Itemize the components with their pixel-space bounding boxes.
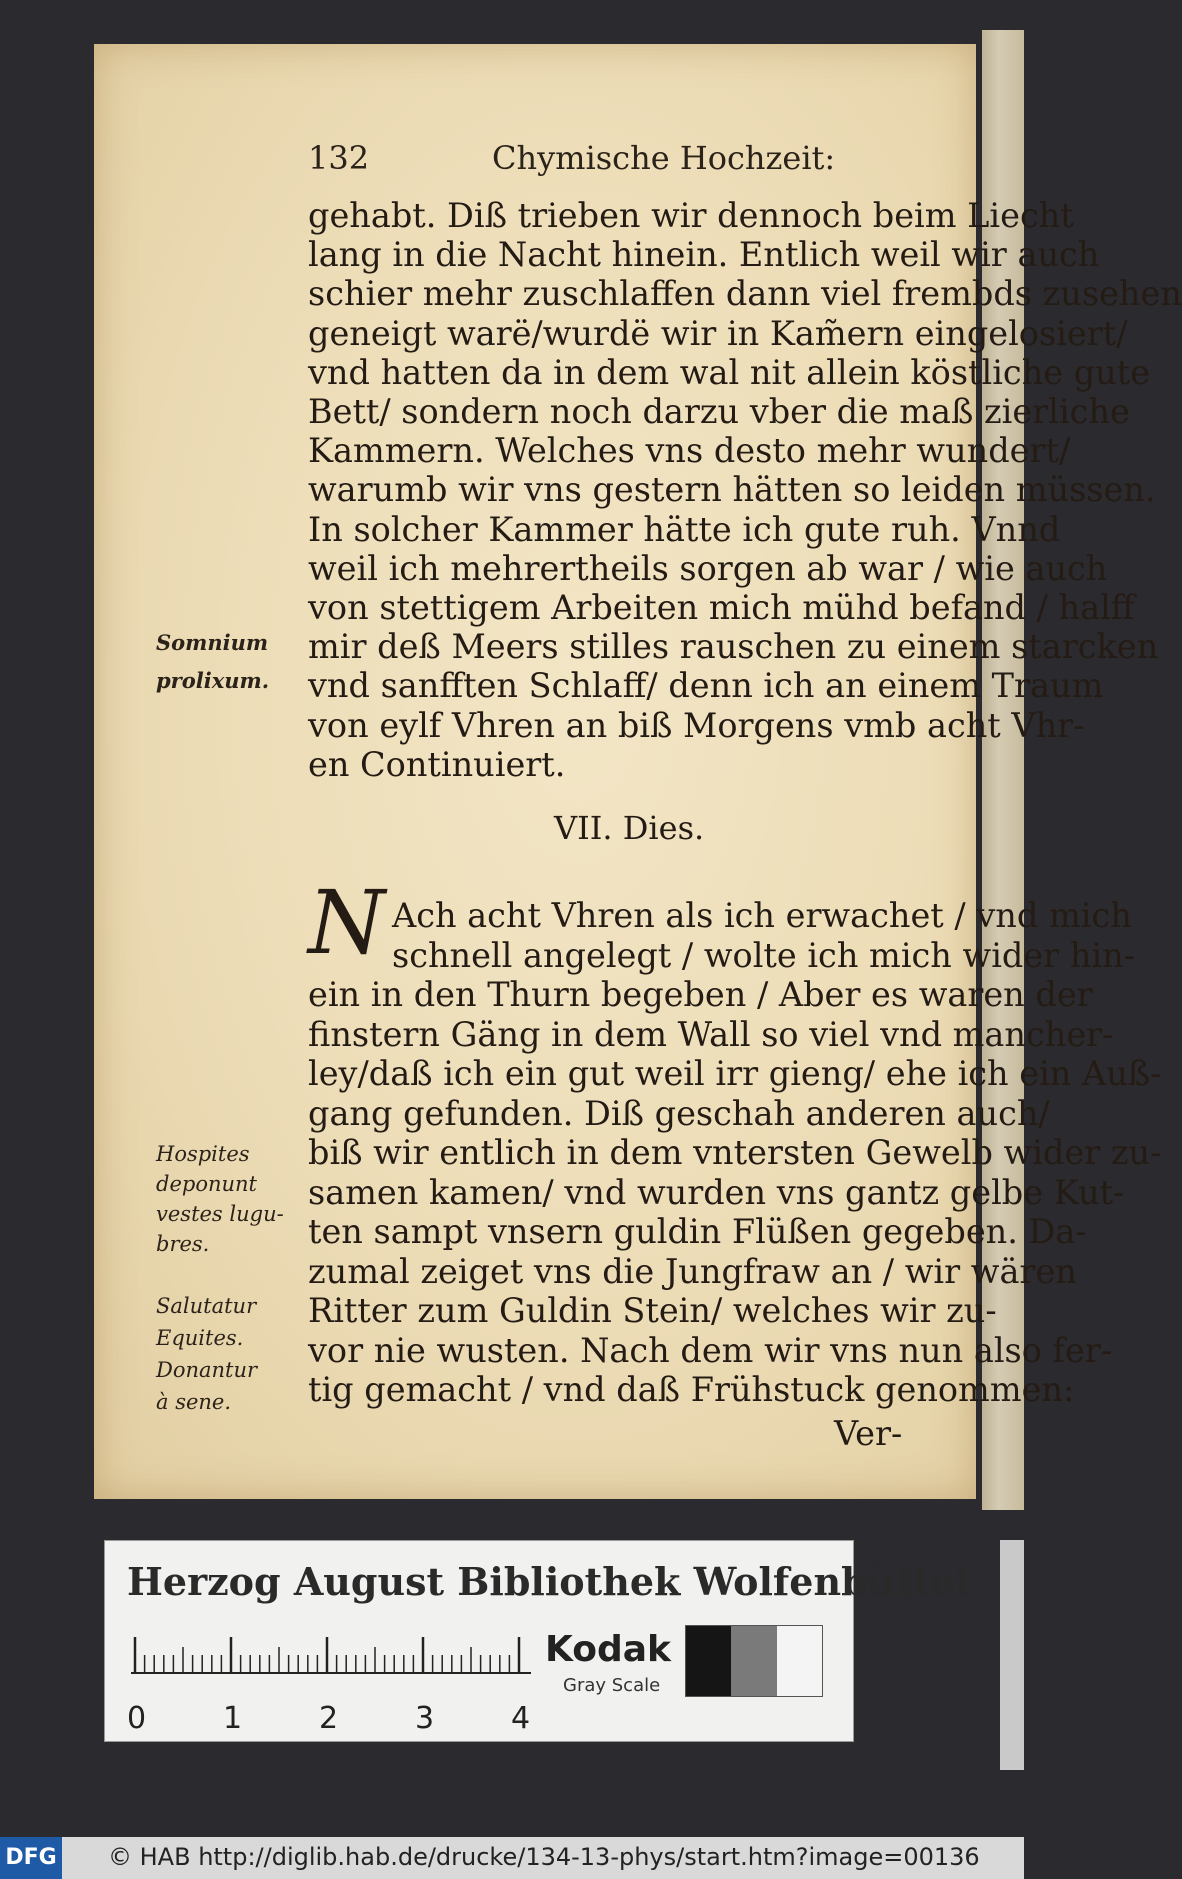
ruler-number: 0 — [127, 1701, 147, 1736]
text-line: vnd sanfften Schlaff/ denn ich an einem Traum — [308, 666, 1104, 706]
text-line: en Continuiert. — [308, 744, 566, 784]
book-page — [94, 44, 1182, 1499]
adjacent-card-edge — [1000, 1540, 1024, 1770]
text-line: ley/daß ich ein gut weil irr gieng/ ehe ich ein Auß- — [308, 1054, 1162, 1093]
gray-swatches — [685, 1625, 823, 1697]
gray-scale-label: Gray Scale — [563, 1675, 661, 1696]
drop-cap: N — [308, 871, 385, 974]
text-line: tig gemacht / vnd daß Frühstuck genommen: — [308, 1370, 1075, 1409]
text-line: vnd hatten da in dem wal nit allein köstliche gute — [308, 352, 1151, 392]
ruler-number: 3 — [415, 1701, 435, 1736]
marginal-note: Equites. — [156, 1326, 244, 1350]
ruler — [131, 1633, 531, 1693]
text-line: Ach acht Vhren als ich erwachet / vnd mich — [392, 896, 1132, 935]
text-line: warumb wir vns gestern hätten so leiden müssen. — [308, 470, 1156, 510]
ruler-number: 4 — [511, 1701, 531, 1736]
kodak-logo: Kodak — [545, 1629, 671, 1670]
marginal-note: Hospites — [156, 1142, 250, 1166]
text-line: gehabt. Diß trieben wir dennoch beim Liecht — [308, 196, 1074, 235]
marginal-note: bres. — [156, 1232, 210, 1256]
text-line: schier mehr zuschlaffen dann viel frembds zusehen — [308, 274, 1182, 314]
page-header — [308, 139, 888, 179]
marginal-note: Donantur — [156, 1358, 258, 1382]
text-line: Kammern. Welches vns desto mehr wundert/ — [308, 431, 1071, 471]
text-line: von stettigem Arbeiten mich mühd befand / halff — [308, 588, 1135, 627]
text-line: gang gefunden. Diß geschah anderen auch/ — [308, 1093, 1050, 1133]
text-line: ein in den Thurn begeben / Aber es waren der — [308, 975, 1093, 1014]
running-head: Chymische Hochzeit: — [492, 139, 836, 177]
text-line: von eylf Vhren an biß Morgens vmb acht Vhr- — [308, 705, 1085, 745]
text-line: geneigt warë/wurdë wir in Kam̃ern eingelosiert/ — [308, 313, 1128, 353]
text-line: schnell angelegt / wolte ich mich wider hin- — [392, 935, 1136, 975]
text-line: lang in die Nacht hinein. Entlich weil wir auch — [308, 235, 1100, 275]
text-line: weil ich mehrertheils sorgen ab war / wie auch — [308, 548, 1108, 588]
text-line: biß wir entlich in dem vntersten Gewelb wider zu- — [308, 1133, 1162, 1172]
text-line: finstern Gäng in dem Wall so viel vnd mancher- — [308, 1014, 1114, 1054]
swatch-black — [686, 1626, 731, 1696]
swatch-white — [777, 1626, 822, 1696]
text-line: ten sampt vnsern guldin Flüßen gegeben. Da- — [308, 1212, 1087, 1251]
color-scale-card — [104, 1540, 969, 1742]
dfg-logo: DFG — [0, 1837, 62, 1879]
section-heading: VII. Dies. — [554, 809, 705, 847]
ruler-numbers — [127, 1701, 547, 1735]
marginal-note: deponunt — [156, 1172, 257, 1196]
text-line: samen kamen/ vnd wurden vns gantz gelbe Kut- — [308, 1172, 1125, 1212]
marginal-note: prolixum. — [156, 668, 270, 693]
marginal-note: vestes lugu- — [156, 1202, 284, 1226]
text-line: Ritter zum Guldin Stein/ welches wir zu- — [308, 1291, 997, 1330]
footer-bar — [0, 1837, 1024, 1879]
library-name: Herzog August Bibliothek Wolfenbüttel — [127, 1559, 969, 1604]
text-line: zumal zeiget vns die Jungfraw an / wir wären — [308, 1251, 1077, 1291]
ruler-number: 2 — [319, 1701, 339, 1736]
source-url[interactable]: © HAB http://diglib.hab.de/drucke/134-13-phys/start.htm?image=00136 — [108, 1843, 980, 1871]
marginal-note: Somnium — [156, 630, 269, 655]
text-line: In solcher Kammer hätte ich gute ruh. Vnnd — [308, 509, 1061, 549]
text-line: Bett/ sondern noch darzu vber die maß zierliche — [308, 392, 1130, 431]
folio-number: 132 — [308, 139, 370, 177]
marginal-note: à sene. — [156, 1390, 232, 1414]
marginal-note: Salutatur — [156, 1294, 257, 1318]
text-line: vor nie wusten. Nach dem wir vns nun also fer- — [308, 1330, 1113, 1370]
catchword: Ver- — [834, 1414, 903, 1453]
text-line: mir deß Meers stilles rauschen zu einem starcken — [308, 627, 1159, 667]
ruler-number: 1 — [223, 1701, 243, 1736]
swatch-gray — [731, 1626, 776, 1696]
